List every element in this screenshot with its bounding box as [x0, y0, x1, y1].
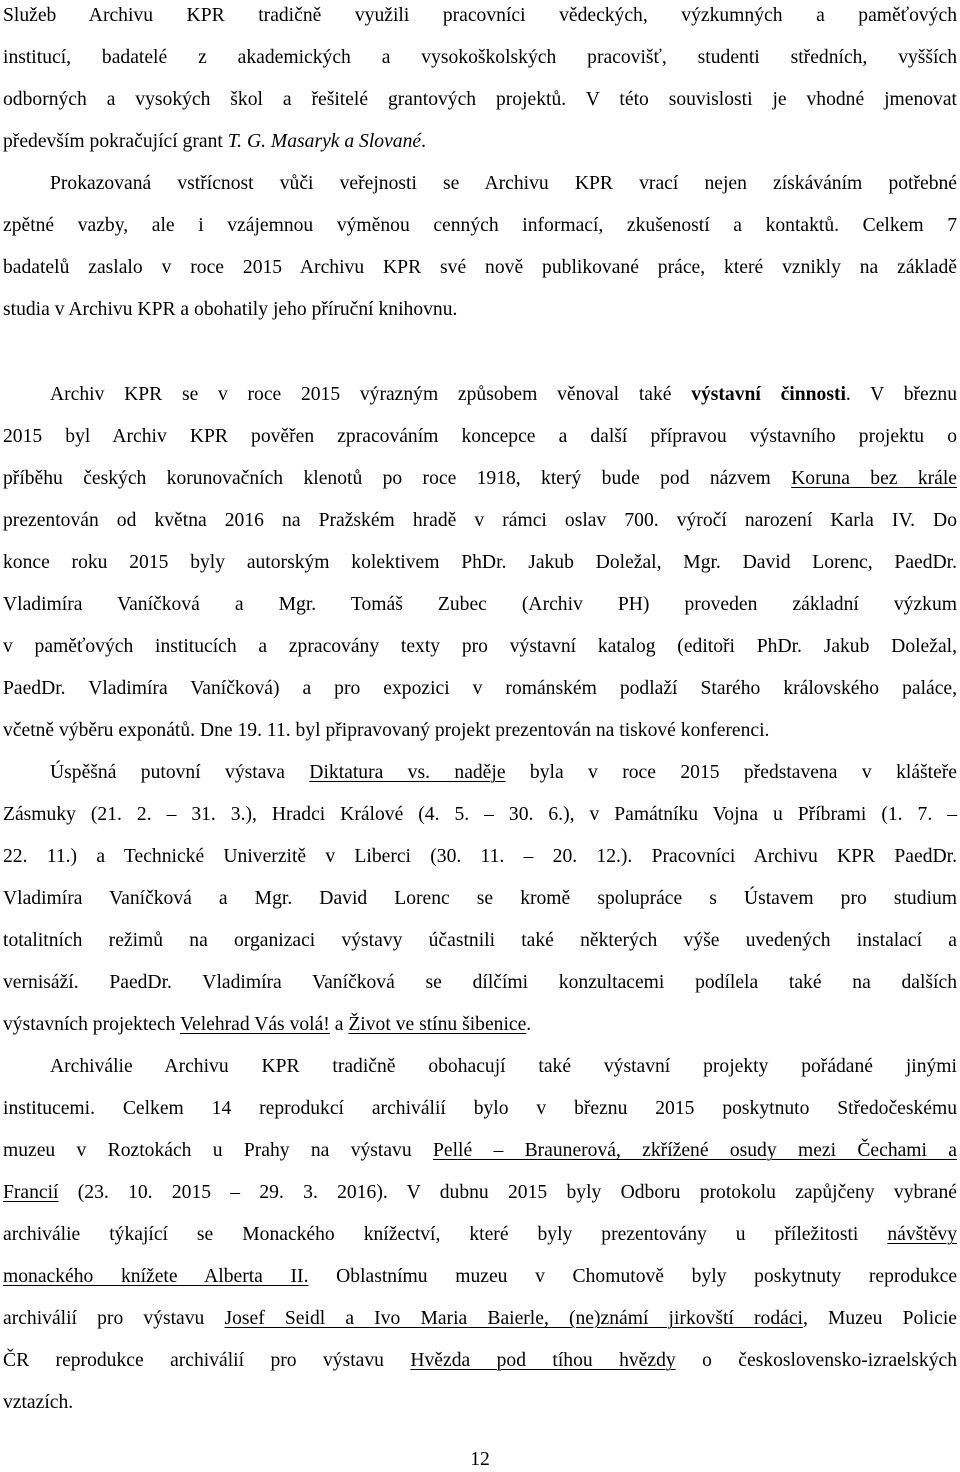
paragraph-line — [3, 214, 957, 238]
text-run: vztazích. — [3, 1392, 74, 1413]
text-run: příběhu českých korunovačních klenotů po roce 1918, který bude pod názvem — [3, 468, 792, 489]
text-run: výstavních projektech — [3, 1014, 181, 1035]
underlined-title: Velehrad Vás volá! — [180, 1014, 330, 1035]
paragraph-line — [3, 1139, 957, 1163]
text-run: včetně výběru exponátů. Dne 19. 11. byl připravovaný projekt prezentován na tiskové konferenci. — [3, 720, 770, 741]
paragraph-line — [3, 971, 957, 995]
text-run: badatelů zaslalo v roce 2015 Archivu KPR své nově publikované práce, které vznikly na základě — [3, 257, 957, 278]
paragraph-line — [3, 256, 957, 280]
paragraph-line — [3, 551, 957, 575]
text-run: ČR reprodukce archiválií pro výstavu — [3, 1350, 411, 1371]
text-run: institucemi. Celkem 14 reprodukcí archiválií bylo v březnu 2015 poskytnuto Středočeskému — [3, 1098, 957, 1119]
text-run: Archiválie Archivu KPR tradičně obohacují také výstavní projekty pořádané jinými — [50, 1056, 957, 1077]
text-run: Vladimíra Vaníčková a Mgr. Tomáš Zubec (Archiv PH) proveden základní výzkum — [3, 594, 957, 615]
text-run: Zásmuky (21. 2. – 31. 3.), Hradci Králové (4. 5. – 30. 6.), v Památníku Vojna u Příbrami (1. 7. – — [3, 804, 957, 825]
text-run: Prokazovaná vstřícnost vůči veřejnosti se Archivu KPR vrací nejen získáváním potřebné — [50, 173, 957, 194]
underlined-title: Diktatura vs. naděje — [309, 762, 506, 783]
underlined-title: Hvězda pod tíhou hvězdy — [410, 1350, 676, 1371]
paragraph-line — [3, 4, 957, 28]
underlined-title: Josef Seidl a Ivo Maria Baierle, (ne)známí jirkovští rodáci — [224, 1308, 803, 1329]
paragraph-line — [3, 677, 957, 701]
underlined-title: návštěvy — [887, 1224, 957, 1245]
text-run: zpětné vazby, ale i vzájemnou výměnou cenných informací, zkušeností a kontaktů. Celkem 7 — [3, 215, 957, 236]
text-run: . V březnu — [845, 384, 958, 405]
text-run: . — [526, 1014, 532, 1035]
text-run: Služeb Archivu KPR tradičně využili pracovníci vědeckých, výzkumných a paměťových — [3, 5, 957, 26]
italic-title: T. G. Masaryk a Slované — [227, 131, 422, 152]
paragraph-line — [50, 1055, 957, 1079]
paragraph-line — [3, 509, 957, 533]
paragraph-line — [3, 1391, 957, 1415]
paragraph-line — [3, 88, 957, 112]
text-run: a — [329, 1014, 349, 1035]
text-run: , Muzeu Policie — [802, 1308, 957, 1329]
paragraph-line — [3, 46, 957, 70]
text-run: 2015 byl Archiv KPR pověřen zpracováním koncepce a další přípravou výstavního projektu o — [3, 426, 957, 447]
paragraph-line — [3, 130, 957, 154]
underlined-title: monackého knížete Alberta II. — [3, 1266, 309, 1287]
text-run: archiválie týkající se Monackého knížectví, které byly prezentovány u příležitosti — [3, 1224, 888, 1245]
paragraph-line — [3, 719, 957, 743]
paragraph-line — [3, 1307, 957, 1331]
bold-emphasis: výstavní činnosti — [691, 384, 846, 405]
text-run: muzeu v Roztokách u Prahy na výstavu — [3, 1140, 433, 1161]
text-run: o československo-izraelských — [675, 1350, 958, 1371]
paragraph-line — [3, 425, 957, 449]
underlined-title: Pellé – Braunerová, zkřížené osudy mezi Čechami a — [432, 1140, 958, 1161]
paragraph-line — [3, 1349, 957, 1373]
paragraph-line — [3, 1097, 957, 1121]
paragraph-line — [50, 761, 957, 785]
page-number: 12 — [470, 1449, 490, 1470]
paragraph-line — [3, 803, 957, 827]
underlined-title: Francií — [3, 1182, 59, 1203]
text-run: PaedDr. Vladimíra Vaníčková) a pro expozici v románském podlaží Starého královského paláce, — [3, 678, 957, 699]
text-run: studia v Archivu KPR a obohatily jeho příruční knihovnu. — [3, 299, 458, 320]
paragraph-line — [50, 383, 957, 407]
text-run: archiválií pro výstavu — [3, 1308, 225, 1329]
text-run: totalitních režimů na organizaci výstavy účastnili také některých výše uvedených instalací a — [3, 930, 957, 951]
text-run: Úspěšná putovní výstava — [50, 762, 310, 783]
underlined-title: Život ve stínu šibenice — [348, 1014, 527, 1035]
paragraph-line — [3, 298, 957, 322]
text-run: Oblastnímu muzeu v Chomutově byly poskytnuty reprodukce — [308, 1266, 958, 1287]
text-run: vernisáží. PaedDr. Vladimíra Vaníčková se dílčími konzultacemi podílela také na dalších — [3, 972, 957, 993]
underlined-title: Koruna bez krále — [791, 468, 957, 489]
text-run: 22. 11.) a Technické Univerzitě v Liberci (30. 11. – 20. 12.). Pracovníci Archivu KPR PaedDr. — [3, 846, 957, 867]
paragraph-line — [3, 635, 957, 659]
text-run: Vladimíra Vaníčková a Mgr. David Lorenc se kromě spolupráce s Ústavem pro studium — [3, 888, 957, 909]
paragraph-line — [3, 929, 957, 953]
paragraph-line — [3, 845, 957, 869]
text-run: prezentován od května 2016 na Pražském hradě v rámci oslav 700. výročí narození Karla IV. Do — [3, 510, 957, 531]
paragraph-line — [3, 1013, 957, 1037]
text-run: Archiv KPR se v roce 2015 výrazným způsobem věnoval také — [50, 384, 692, 405]
paragraph-line — [3, 1223, 957, 1247]
paragraph-line — [50, 172, 957, 196]
text-run: institucí, badatelé z akademických a vysokoškolských pracovišť, studenti středních, vyšších — [3, 47, 957, 68]
paragraph-line — [3, 467, 957, 491]
text-run: odborných a vysokých škol a řešitelé grantových projektů. V této souvislosti je vhodné jmenovat — [3, 89, 957, 110]
text-run: konce roku 2015 byly autorským kolektivem PhDr. Jakub Doležal, Mgr. David Lorenc, PaedDr. — [3, 552, 957, 573]
text-run: byla v roce 2015 představena v klášteře — [505, 762, 957, 783]
text-run: především pokračující grant — [3, 131, 228, 152]
paragraph-line — [3, 593, 957, 617]
paragraph-line — [3, 1265, 957, 1289]
text-run: . — [421, 131, 426, 152]
paragraph-line — [3, 887, 957, 911]
paragraph-line — [3, 1181, 957, 1205]
text-run: (23. 10. 2015 – 29. 3. 2016). V dubnu 2015 byly Odboru protokolu zapůjčeny vybrané — [58, 1182, 957, 1203]
text-run: v paměťových institucích a zpracovány texty pro výstavní katalog (editoři PhDr. Jakub Doležal, — [3, 636, 957, 657]
